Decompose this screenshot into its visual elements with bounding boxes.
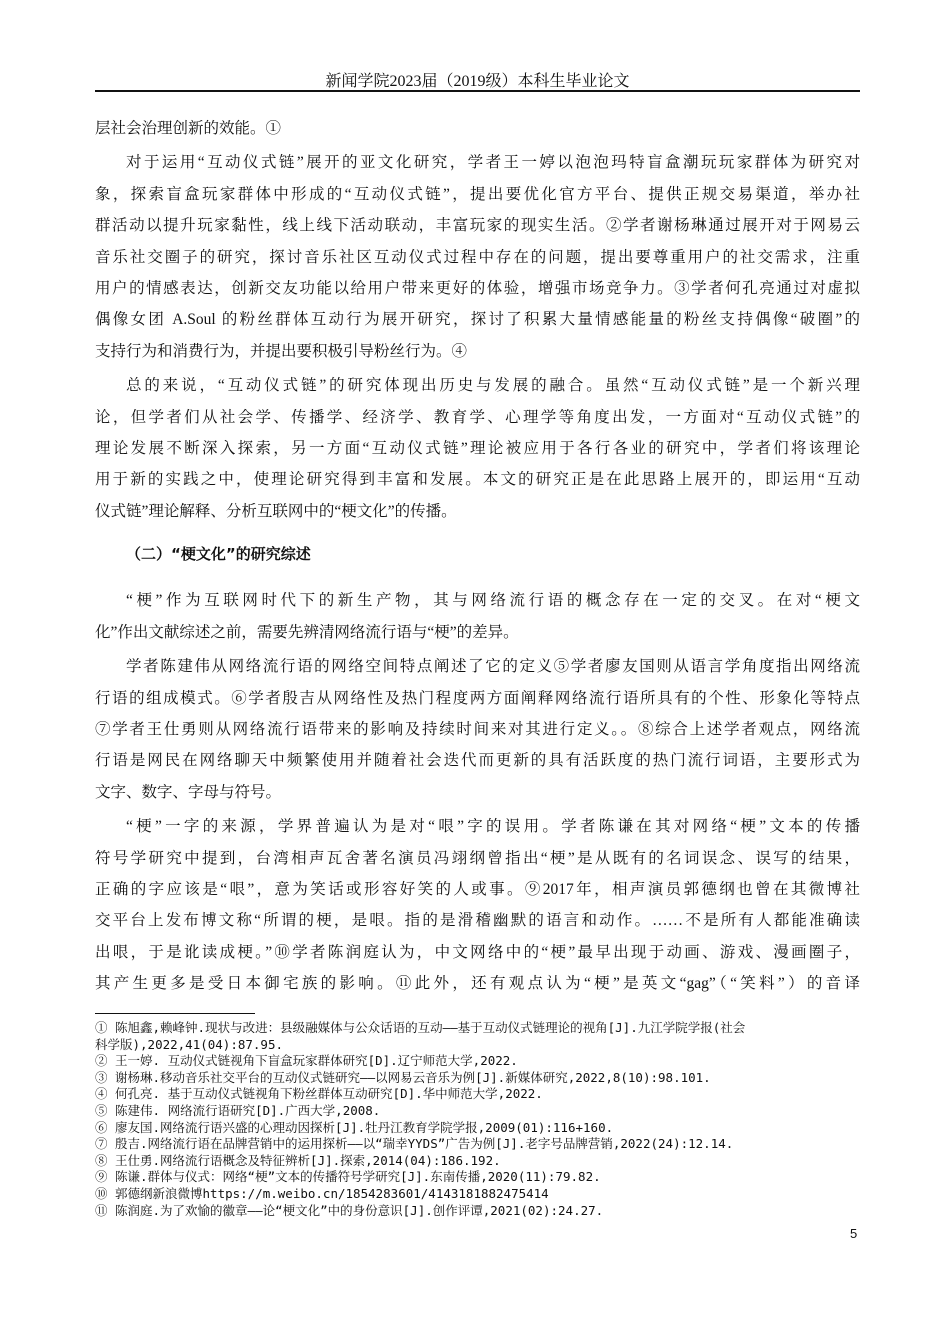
paragraph [95, 113, 860, 144]
text-line: 用于新的实践之中，使理论研究得到丰富和发展。本文的研究正是在此思路上展开的，即运用“互动 [95, 471, 860, 489]
text-line: 群活动以提升玩家黏性，线上线下活动联动，丰富玩家的现实生活。②学者谢杨琳通过展开对于网易云 [95, 217, 860, 235]
footnote: ② 王一婷. 互动仪式链视角下盲盒玩家群体研究[D].辽宁师范大学,2022. [95, 1053, 518, 1069]
footnote: ⑥ 廖友国.网络流行语兴盛的心理动因探析[J].牡丹江教育学院学报,2009(01):116+160. [95, 1119, 614, 1135]
text-line: 正确的字应该是“哏”，意为笑话或形容好笑的人或事。⑨2017年，相声演员郭德纲也曾在其微博社 [95, 881, 860, 898]
footnote: 科学版),2022,41(04):87.95. [95, 1036, 284, 1052]
text-line: 对于运用“互动仪式链”展开的亚文化研究，学者王一婷以泡泡玛特盲盒潮玩玩家群体为研究对 [126, 154, 860, 172]
text-line: 化”作出文献综述之前，需要先辨清网络流行语与“梗”的差异。 [95, 623, 519, 641]
paragraph [95, 651, 860, 808]
paragraph [95, 370, 860, 527]
text-line: ⑦学者王仕勇则从网络流行语带来的影响及持续时间来对其进行定义。。⑧综合上述学者观点，网络流 [95, 721, 860, 739]
text-line: 偶像女团 A.Soul 的粉丝群体互动行为展开研究，探讨了积累大量情感能量的粉丝支持偶像“破圈”的 [95, 311, 860, 329]
text-line: 理论发展不断深入探索，另一方面“互动仪式链”理论被应用于各行各业的研究中，学者们将该理论 [95, 439, 860, 457]
text-line: 行语是网民在网络聊天中频繁使用并随着社会迭代而更新的具有活跃度的热门流行词语，主要形式为 [95, 752, 860, 770]
body-text [95, 113, 860, 1003]
footnote: ⑨ 陈谦.群体与仪式：网络“梗”文本的传播符号学研究[J].东南传播,2020(11):79.82. [95, 1169, 601, 1185]
text-line: 总的来说，“互动仪式链”的研究体现出历史与发展的融合。虽然“互动仪式链”是一个新兴理 [126, 377, 860, 395]
text-line: 仪式链”理论解释、分析互联网中的“梗文化”的传播。 [95, 502, 457, 520]
text-line: 符号学研究中提到，台湾相声瓦舍著名演员冯翊纲曾指出“梗”是从既有的名词误念、误写的结果， [95, 849, 860, 867]
text-line: 行语的组成模式。⑥学者殷吉从网络性及热门程度两方面阐释网络流行语所具有的个性、形象化等特点 [95, 689, 860, 707]
section-heading: （二）“梗文化”的研究综述 [126, 545, 311, 564]
paragraph-group-2 [95, 585, 860, 999]
text-line: 其产生更多是受日本御宅族的影响。⑪此外，还有观点认为“梗”是英文“gag”（“笑料”）的音译 [95, 975, 860, 993]
paragraph-group-1 [95, 113, 860, 527]
text-line: “梗”作为互联网时代下的新生产物，其与网络流行语的概念存在一定的交叉。在对“梗文 [126, 592, 860, 610]
text-line: 用户的情感表达，创新交友功能以给用户带来更好的体验，增强市场竞争力。③学者何孔亮通过对虚拟 [95, 279, 860, 297]
text-line: 论，但学者们从社会学、传播学、经济学、教育学、心理学等角度出发，一方面对“互动仪式链”的 [95, 408, 860, 426]
header-rule [95, 90, 860, 92]
text-line: 层社会治理创新的效能。① [95, 120, 282, 137]
text-line: 文字、数字、字母与符号。 [95, 783, 282, 801]
text-line: 音乐社交圈子的研究，探讨音乐社区互动仪式过程中存在的问题，提出要尊重用户的社交需求，注重 [95, 248, 860, 266]
page-header: 新闻学院2023届（2019级）本科生毕业论文 [325, 73, 630, 90]
text-line: “梗”一字的来源，学界普遍认为是对“哏”字的误用。学者陈谦在其对网络“梗”文本的传播 [126, 818, 860, 836]
footnotes [95, 1020, 860, 1219]
footnote: ⑦ 殷吉.网络流行语在品牌营销中的运用探析——以“瑞幸YYDS”广告为例[J].老字号品牌营销,2022(24):12.14. [95, 1136, 734, 1152]
text-line: 交平台上发布博文称“所谓的梗，是哏。指的是滑稽幽默的语言和动作。……不是所有人都能准确读 [95, 912, 860, 930]
footnote: ④ 何孔亮. 基于互动仪式链视角下粉丝群体互动研究[D].华中师范大学,2022. [95, 1086, 543, 1102]
footnote: ⑪ 陈润庭.为了欢愉的徽章——论“梗文化”中的身份意识[J].创作评谭,2021(02):24.27. [95, 1202, 604, 1218]
footnote-rule [95, 1013, 255, 1014]
footnote: ③ 谢杨琳.移动音乐社交平台的互动仪式链研究——以网易云音乐为例[J].新媒体研究,2022,8(10):98.101. [95, 1069, 711, 1085]
paragraph [95, 147, 860, 367]
text-line: 象，探索盲盒玩家群体中形成的“互动仪式链”，提出要优化官方平台、提供正规交易渠道，举办社 [95, 185, 860, 203]
paragraph [95, 585, 860, 648]
footnote: ⑤ 陈建伟. 网络流行语研究[D].广西大学,2008. [95, 1102, 381, 1118]
text-line: 学者陈建伟从网络流行语的网络空间特点阐述了它的定义⑤学者廖友国则从语言学角度指出网络流 [126, 658, 860, 676]
footnote: ① 陈旭鑫,赖峰钟.现状与改进：县级融媒体与公众话语的互动——基于互动仪式链理论的视角[J].九江学院学报(社会 [95, 1020, 746, 1035]
footnote: ⑩ 郭德纲新浪微博https://m.weibo.cn/1854283601/4143181882475414 [95, 1185, 549, 1201]
text-line: 出哏，于是讹读成梗。”⑩学者陈润庭认为，中文网络中的“梗”最早出现于动画、游戏、漫画圈子， [95, 943, 860, 961]
text-line: 支持行为和消费行为，并提出要积极引导粉丝行为。④ [95, 342, 468, 360]
paragraph [95, 811, 860, 999]
footnote: ⑧ 王仕勇.网络流行语概念及特征辨析[J].探索,2014(04):186.192. [95, 1152, 501, 1168]
page-number: 5 [850, 1226, 858, 1241]
